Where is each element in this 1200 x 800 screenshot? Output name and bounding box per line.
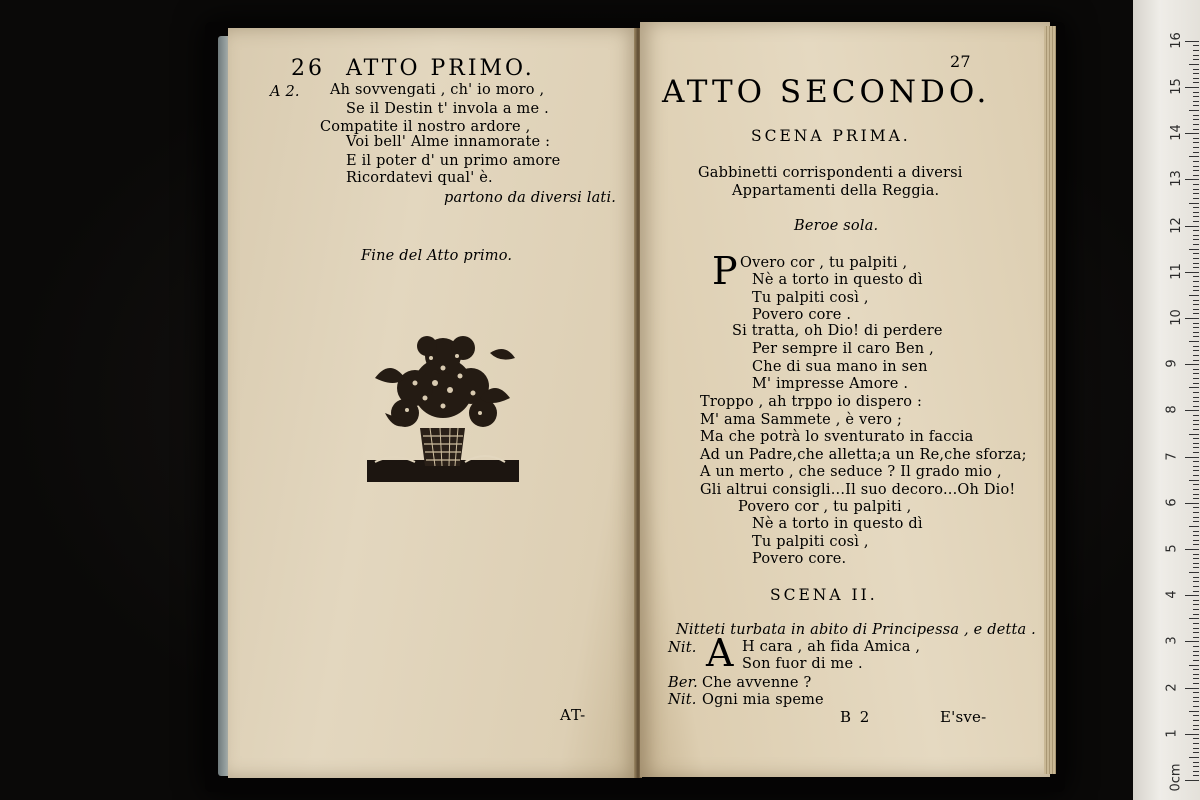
ruler-tick bbox=[1193, 581, 1199, 582]
verse-line: Voi bell' Alme innamorate : bbox=[346, 134, 551, 150]
ruler-tick bbox=[1193, 674, 1199, 675]
verse-line: E il poter d' un primo amore bbox=[346, 153, 561, 169]
ruler-tick bbox=[1193, 415, 1199, 416]
scene-title: SCENA PRIMA. bbox=[751, 127, 911, 145]
verse-line: Ricordatevi qual' è. bbox=[346, 170, 493, 186]
recitative-line: Troppo , ah trppo io dispero : bbox=[700, 394, 923, 410]
ruler-tick bbox=[1193, 50, 1199, 51]
verse-line: Compatite il nostro ardore , bbox=[320, 119, 531, 135]
measuring-ruler bbox=[1133, 0, 1200, 800]
ruler-tick bbox=[1193, 748, 1199, 749]
ruler-tick bbox=[1189, 64, 1199, 65]
ruler-tick bbox=[1193, 142, 1199, 143]
ruler-tick bbox=[1193, 623, 1199, 624]
ruler-unit-label: 0cm bbox=[1168, 763, 1184, 792]
ruler-tick bbox=[1193, 360, 1199, 361]
ruler-tick bbox=[1193, 660, 1199, 661]
ruler-tick bbox=[1193, 507, 1199, 508]
ruler-tick bbox=[1193, 591, 1199, 592]
stage-direction: partono da diversi lati. bbox=[444, 190, 617, 206]
ruler-tick bbox=[1193, 484, 1199, 485]
page-edges bbox=[1044, 26, 1056, 774]
ruler-tick bbox=[1189, 711, 1199, 712]
ruler-tick bbox=[1193, 300, 1199, 301]
ruler-tick bbox=[1193, 119, 1199, 120]
ruler-tick bbox=[1193, 350, 1199, 351]
ruler-tick bbox=[1193, 198, 1199, 199]
ruler-tick bbox=[1193, 517, 1199, 518]
ruler-tick bbox=[1193, 216, 1199, 217]
recitative-line: Ad un Padre,che alletta;a un Re,che sforza; bbox=[700, 447, 1027, 463]
ruler-tick bbox=[1193, 715, 1199, 716]
ruler-tick bbox=[1193, 253, 1199, 254]
ruler-tick bbox=[1193, 628, 1199, 629]
ruler-tick bbox=[1193, 632, 1199, 633]
ruler-tick bbox=[1193, 276, 1199, 277]
ruler-tick bbox=[1189, 341, 1199, 342]
ruler-tick bbox=[1193, 161, 1199, 162]
aria-line: Nè a torto in questo dì bbox=[752, 516, 923, 532]
ruler-tick bbox=[1185, 318, 1199, 319]
ruler-tick bbox=[1193, 725, 1199, 726]
aria-line: Si tratta, oh Dio! di perdere bbox=[732, 323, 943, 339]
ruler-tick bbox=[1185, 734, 1199, 735]
recitative-line: Ma che potrà lo sventurato in faccia bbox=[700, 429, 974, 445]
ruler-tick bbox=[1193, 323, 1199, 324]
aria-line: Overo cor , tu palpiti , bbox=[740, 255, 908, 271]
act-title: ATTO SECONDO. bbox=[662, 74, 991, 110]
ruler-tick bbox=[1193, 193, 1199, 194]
ruler-tick bbox=[1193, 69, 1199, 70]
stage-direction: Nitteti turbata in abito di Principessa , e detta . bbox=[676, 622, 1036, 638]
left-page-number: 26 bbox=[291, 56, 325, 81]
aria-line: Per sempre il caro Ben , bbox=[752, 341, 934, 357]
signature-mark: B 2 bbox=[840, 708, 872, 726]
ruler-tick bbox=[1193, 129, 1199, 130]
ruler-number: 8 bbox=[1164, 405, 1180, 415]
aria-line: M' impresse Amore . bbox=[752, 376, 909, 392]
ruler-tick bbox=[1193, 577, 1199, 578]
ruler-number: 9 bbox=[1164, 359, 1180, 368]
ruler-tick bbox=[1193, 346, 1199, 347]
ruler-tick bbox=[1193, 230, 1199, 231]
ruler-tick bbox=[1193, 96, 1199, 97]
aria-line: Povero cor , tu palpiti , bbox=[738, 499, 912, 515]
character-note: Beroe sola. bbox=[794, 218, 879, 234]
ruler-tick bbox=[1189, 526, 1199, 527]
ruler-tick bbox=[1193, 397, 1199, 398]
ruler-tick bbox=[1193, 669, 1199, 670]
right-catchword: E'sve- bbox=[940, 708, 987, 726]
ruler-tick bbox=[1193, 221, 1199, 222]
ruler-tick bbox=[1189, 434, 1199, 435]
ruler-tick bbox=[1193, 392, 1199, 393]
ruler-tick bbox=[1193, 378, 1199, 379]
ruler-tick bbox=[1193, 55, 1199, 56]
ruler-tick bbox=[1185, 688, 1199, 689]
ruler-tick bbox=[1193, 544, 1199, 545]
ruler-tick bbox=[1193, 281, 1199, 282]
left-catchword: AT- bbox=[560, 706, 587, 724]
ruler-tick bbox=[1193, 175, 1199, 176]
ruler-number: 2 bbox=[1164, 682, 1180, 692]
aria-line: Povero core. bbox=[752, 551, 847, 567]
ruler-tick bbox=[1193, 443, 1199, 444]
ruler-tick bbox=[1193, 521, 1199, 522]
ruler-tick bbox=[1189, 249, 1199, 250]
ruler-number: 5 bbox=[1164, 544, 1180, 553]
right-page-number: 27 bbox=[950, 52, 971, 71]
ruler-tick bbox=[1193, 373, 1199, 374]
ruler-tick bbox=[1193, 369, 1199, 370]
ruler-tick bbox=[1189, 572, 1199, 573]
scene-title: SCENA II. bbox=[770, 586, 878, 604]
ruler-tick bbox=[1193, 609, 1199, 610]
verse-line: Se il Destin t' invola a me . bbox=[346, 101, 549, 117]
ruler-tick bbox=[1193, 706, 1199, 707]
ruler-tick bbox=[1193, 212, 1199, 213]
ruler-tick bbox=[1185, 549, 1199, 550]
ruler-tick bbox=[1189, 156, 1199, 157]
ruler-tick bbox=[1185, 41, 1199, 42]
aria-line: Tu palpiti così , bbox=[752, 290, 869, 306]
aria-line: Tu palpiti così , bbox=[752, 534, 869, 550]
ruler-tick bbox=[1189, 480, 1199, 481]
speaker-label: A 2. bbox=[270, 84, 300, 100]
ruler-tick bbox=[1185, 780, 1199, 781]
dialogue-line: Che avvenne ? bbox=[702, 675, 812, 691]
ruler-tick bbox=[1193, 452, 1199, 453]
ruler-tick bbox=[1189, 665, 1199, 666]
ruler-tick bbox=[1193, 235, 1199, 236]
ruler-tick bbox=[1193, 461, 1199, 462]
ruler-tick bbox=[1193, 313, 1199, 314]
ruler-tick bbox=[1193, 692, 1199, 693]
ruler-tick bbox=[1193, 59, 1199, 60]
ruler-tick bbox=[1193, 771, 1199, 772]
ruler-tick bbox=[1193, 138, 1199, 139]
ruler-number: 15 bbox=[1168, 78, 1184, 95]
dialogue-line: H cara , ah fida Amica , bbox=[742, 639, 921, 655]
ruler-tick bbox=[1193, 105, 1199, 106]
ruler-tick bbox=[1193, 82, 1199, 83]
ruler-tick bbox=[1193, 336, 1199, 337]
aria-line: Che di sua mano in sen bbox=[752, 359, 928, 375]
ruler-tick bbox=[1189, 295, 1199, 296]
ruler-tick bbox=[1185, 457, 1199, 458]
ruler-tick bbox=[1193, 92, 1199, 93]
ruler-tick bbox=[1193, 651, 1199, 652]
ruler-tick bbox=[1185, 272, 1199, 273]
ruler-tick bbox=[1193, 383, 1199, 384]
ruler-tick bbox=[1185, 179, 1199, 180]
ruler-tick bbox=[1193, 101, 1199, 102]
ruler-tick bbox=[1193, 614, 1199, 615]
ruler-tick bbox=[1193, 424, 1199, 425]
ruler-tick bbox=[1193, 189, 1199, 190]
ruler-tick bbox=[1193, 701, 1199, 702]
ruler-tick bbox=[1193, 406, 1199, 407]
ruler-tick bbox=[1193, 531, 1199, 532]
ruler-tick bbox=[1193, 332, 1199, 333]
ruler-tick bbox=[1193, 494, 1199, 495]
ruler-tick bbox=[1193, 678, 1199, 679]
ruler-tick bbox=[1185, 595, 1199, 596]
ruler-tick bbox=[1193, 766, 1199, 767]
ruler-tick bbox=[1193, 115, 1199, 116]
ruler-tick bbox=[1193, 420, 1199, 421]
ruler-tick bbox=[1193, 124, 1199, 125]
speaker-label: Nit. bbox=[668, 640, 697, 656]
dialogue-line: Ogni mia speme bbox=[702, 692, 824, 708]
recitative-line: Gli altrui consigli...Il suo decoro...Oh Dio! bbox=[700, 482, 1016, 498]
ruler-tick bbox=[1193, 475, 1199, 476]
speaker-label: Ber. bbox=[668, 675, 698, 691]
ruler-number: 14 bbox=[1168, 124, 1184, 141]
ruler-tick bbox=[1193, 258, 1199, 259]
ruler-tick bbox=[1193, 729, 1199, 730]
speaker-label: Nit. bbox=[668, 692, 697, 708]
ruler-tick bbox=[1193, 683, 1199, 684]
ruler-tick bbox=[1193, 267, 1199, 268]
ruler-tick bbox=[1185, 364, 1199, 365]
ruler-tick bbox=[1185, 410, 1199, 411]
ruler-tick bbox=[1193, 558, 1199, 559]
ruler-tick bbox=[1193, 762, 1199, 763]
ruler-tick bbox=[1193, 304, 1199, 305]
ruler-tick bbox=[1193, 738, 1199, 739]
ruler-tick bbox=[1193, 447, 1199, 448]
left-running-head: ATTO PRIMO. bbox=[346, 56, 535, 81]
ruler-tick bbox=[1185, 503, 1199, 504]
recitative-line: M' ama Sammete , è vero ; bbox=[700, 412, 903, 428]
ruler-tick bbox=[1189, 618, 1199, 619]
ruler-tick bbox=[1193, 286, 1199, 287]
ruler-tick bbox=[1193, 184, 1199, 185]
ruler-tick bbox=[1193, 327, 1199, 328]
ruler-tick bbox=[1193, 466, 1199, 467]
aria-line: Nè a torto in questo dì bbox=[752, 272, 923, 288]
end-of-act: Fine del Atto primo. bbox=[361, 248, 513, 264]
ruler-tick bbox=[1193, 697, 1199, 698]
ruler-tick bbox=[1193, 586, 1199, 587]
ruler-tick bbox=[1193, 207, 1199, 208]
ruler-tick bbox=[1193, 604, 1199, 605]
ruler-tick bbox=[1193, 470, 1199, 471]
ruler-tick bbox=[1193, 263, 1199, 264]
ruler-tick bbox=[1193, 244, 1199, 245]
ruler-tick bbox=[1185, 226, 1199, 227]
ruler-tick bbox=[1193, 775, 1199, 776]
setting-line: Gabbinetti corrispondenti a diversi bbox=[698, 165, 963, 181]
ruler-tick bbox=[1193, 438, 1199, 439]
dialogue-line: Son fuor di me . bbox=[742, 656, 863, 672]
ruler-tick bbox=[1193, 73, 1199, 74]
ruler-tick bbox=[1189, 203, 1199, 204]
ruler-number: 12 bbox=[1168, 216, 1184, 234]
ruler-tick bbox=[1189, 387, 1199, 388]
ruler-tick bbox=[1193, 720, 1199, 721]
ruler-tick bbox=[1193, 355, 1199, 356]
ruler-number: 10 bbox=[1168, 309, 1184, 326]
ruler-tick bbox=[1193, 429, 1199, 430]
ruler-number: 4 bbox=[1164, 590, 1180, 599]
aria-line: Povero core . bbox=[752, 307, 852, 323]
ruler-tick bbox=[1193, 554, 1199, 555]
ruler-tick bbox=[1193, 498, 1199, 499]
ruler-tick bbox=[1193, 646, 1199, 647]
ruler-number: 3 bbox=[1164, 636, 1180, 646]
ruler-number: 1 bbox=[1164, 729, 1180, 738]
ruler-tick bbox=[1193, 512, 1199, 513]
ruler-tick bbox=[1193, 170, 1199, 171]
ruler-tick bbox=[1193, 239, 1199, 240]
flower-basket-woodcut-icon bbox=[365, 328, 520, 486]
ruler-number: 16 bbox=[1168, 32, 1184, 49]
ruler-tick bbox=[1193, 563, 1199, 564]
drop-cap: A bbox=[706, 631, 734, 675]
ruler-tick bbox=[1193, 489, 1199, 490]
ruler-tick bbox=[1193, 567, 1199, 568]
ruler-tick bbox=[1185, 133, 1199, 134]
ruler-number: 13 bbox=[1168, 170, 1184, 188]
recitative-line: A un merto , che seduce ? Il grado mio , bbox=[700, 464, 1002, 480]
drop-cap: P bbox=[712, 249, 738, 293]
verse-line: Ah sovvengati , ch' io moro , bbox=[330, 82, 545, 98]
ruler-tick bbox=[1193, 535, 1199, 536]
ruler-tick bbox=[1189, 757, 1199, 758]
ruler-tick bbox=[1189, 110, 1199, 111]
ruler-tick bbox=[1193, 309, 1199, 310]
ruler-number: 11 bbox=[1168, 263, 1184, 280]
ruler-number: 6 bbox=[1164, 498, 1180, 507]
ruler-tick bbox=[1185, 87, 1199, 88]
ruler-tick bbox=[1193, 45, 1199, 46]
ruler-tick bbox=[1193, 540, 1199, 541]
ruler-tick bbox=[1193, 290, 1199, 291]
ruler-tick bbox=[1193, 152, 1199, 153]
ruler-tick bbox=[1193, 166, 1199, 167]
ruler-tick bbox=[1193, 655, 1199, 656]
ruler-tick bbox=[1193, 637, 1199, 638]
ruler-number: 7 bbox=[1164, 451, 1180, 461]
ruler-tick bbox=[1193, 78, 1199, 79]
ruler-tick bbox=[1193, 401, 1199, 402]
ruler-tick bbox=[1193, 743, 1199, 744]
ruler-tick bbox=[1193, 147, 1199, 148]
ruler-tick bbox=[1185, 641, 1199, 642]
ruler-tick bbox=[1193, 600, 1199, 601]
setting-line: Appartamenti della Reggia. bbox=[732, 183, 940, 199]
ruler-tick bbox=[1193, 752, 1199, 753]
